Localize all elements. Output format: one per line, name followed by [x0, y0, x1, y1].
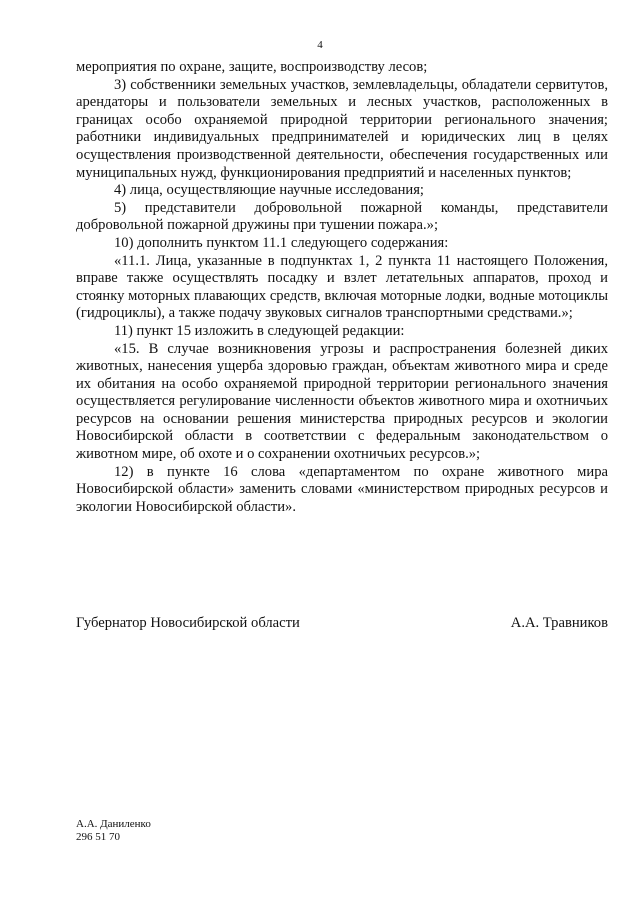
signatory-name: А.А. Травников [510, 615, 608, 631]
signature-block [76, 614, 608, 632]
executor-block [76, 818, 151, 844]
paragraph-item-3: 3) собственники земельных участков, землевладельцы, обладатели сервитутов, арендаторы и пользователи земельных и лесных участков, расположенных в границах особо охраняемой природной территории регионального значения; работники индивидуальных предпринимателей и юридических лиц в целях осуществления производственной деятельности, обеспечения государственных или муниципальных нужд, функционирования предприятий и населенных пунктов; [76, 76, 608, 181]
page-number: 4 [317, 39, 323, 51]
paragraph-amendment-12: 12) в пункте 16 слова «департаментом по охране животного мира Новосибирской области» заменить словами «министерством природных ресурсов и экологии Новосибирской области». [76, 463, 608, 515]
signatory-position: Губернатор Новосибирской области [76, 615, 300, 631]
executor-name: А.А. Даниленко [76, 818, 151, 830]
paragraph-clause-11-1: «11.1. Лица, указанные в подпунктах 1, 2 пункта 11 настоящего Положения, вправе также осуществлять посадку и взлет летательных аппаратов, проход и стоянку моторных плавающих средств, включая моторные лодки, водные мотоциклы (гидроциклы), а также подачу звуковых сигналов транспортными средствами.»; [76, 252, 608, 322]
paragraph-item-4: 4) лица, осуществляющие научные исследования; [114, 182, 424, 199]
paragraph-clause-15: «15. В случае возникновения угрозы и распространения болезней диких животных, нанесения ущерба здоровью граждан, объектам животного мира и среде их обитания на особо охраняемой природной территории регионального значения осуществляется регулирование численности объектов животного мира и охотничьих ресурсов на основании решения министерства природных ресурсов и экологии Новосибирской области в соответствии с федеральным законодательством о животном мире, об охоте и о сохранении охотничьих ресурсов.»; [76, 340, 608, 463]
paragraph-item-5: 5) представители добровольной пожарной команды, представители добровольной пожарной дружины при тушении пожара.»; [76, 199, 608, 234]
paragraph-amendment-11: 11) пункт 15 изложить в следующей редакции: [114, 322, 405, 339]
executor-phone: 296 51 70 [76, 831, 120, 843]
paragraph-continuation: мероприятия по охране, защите, воспроизводству лесов; [76, 59, 428, 75]
document-body [76, 59, 608, 516]
paragraph-amendment-10: 10) дополнить пунктом 11.1 следующего содержания: [114, 234, 449, 251]
